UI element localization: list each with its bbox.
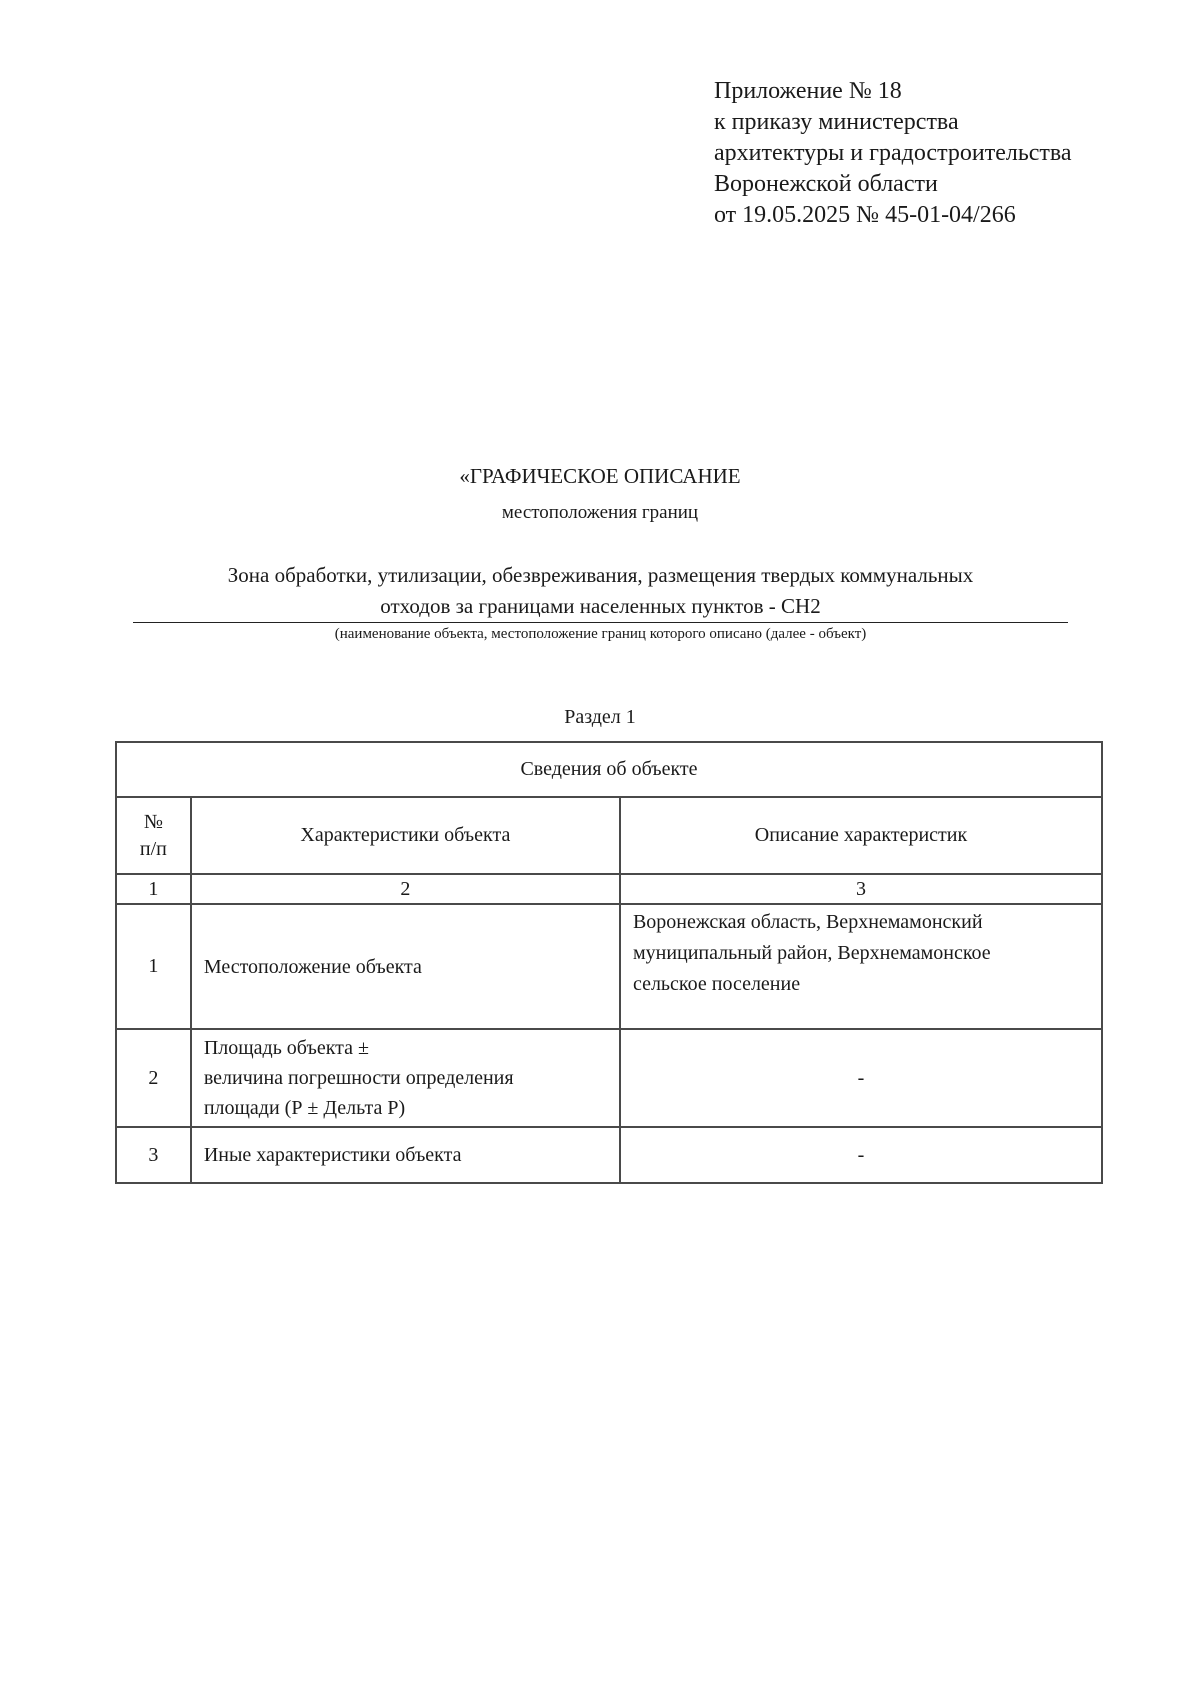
table-caption-row (116, 742, 1102, 797)
header-description: Описание характеристик (620, 797, 1102, 874)
row-description (620, 904, 1102, 1029)
row-description (620, 1127, 1102, 1183)
row-description-line: - (857, 1143, 865, 1166)
column-number: 1 (116, 874, 191, 904)
header-num-line: № (143, 810, 163, 833)
row-description-line: сельское поселение (632, 973, 801, 995)
object-info-table (115, 741, 1103, 1184)
row-characteristic (191, 1029, 620, 1127)
table-header-row (116, 797, 1102, 874)
table-row (116, 1127, 1102, 1183)
table-row (116, 1029, 1102, 1127)
document-subtitle: местоположения границ (501, 502, 699, 523)
appendix-line: от 19.05.2025 № 45-01-04/266 (714, 202, 1016, 228)
row-description (620, 1029, 1102, 1127)
document-title: «ГРАФИЧЕСКОЕ ОПИСАНИЕ (459, 464, 741, 488)
row-num: 3 (116, 1127, 191, 1183)
appendix-line: Приложение № 18 (714, 78, 902, 104)
row-characteristic-line: Иные характеристики объекта (203, 1144, 462, 1166)
row-num: 2 (116, 1029, 191, 1127)
header-num (116, 797, 191, 874)
object-name-line: Зона обработки, утилизации, обезвреживания, размещения твердых коммунальных (227, 563, 974, 587)
row-characteristic (191, 904, 620, 1029)
table-row (116, 904, 1102, 1029)
row-characteristic (191, 1127, 620, 1183)
column-number: 3 (620, 874, 1102, 904)
row-characteristic-line: Местоположение объекта (203, 955, 422, 978)
object-name (133, 560, 1068, 622)
row-characteristic-line: площади (Р ± Дельта Р) (203, 1097, 406, 1119)
column-number: 2 (191, 874, 620, 904)
appendix-line: архитектуры и градостроительства (714, 140, 1072, 166)
row-description-line: Воронежская область, Верхнемамонский (632, 911, 983, 933)
object-name-caption: (наименование объекта, местоположение границ которого описано (далее - объект) (334, 626, 867, 642)
row-characteristic-line: величина погрешности определения (203, 1067, 514, 1089)
column-number-row (116, 874, 1102, 904)
header-num-line: п/п (139, 837, 167, 860)
row-characteristic-line: Площадь объекта ± (203, 1037, 369, 1059)
appendix-line: Воронежской области (714, 171, 938, 197)
object-name-underline (133, 622, 1068, 623)
table-caption: Сведения об объекте (116, 742, 1102, 797)
section-label: Раздел 1 (564, 706, 636, 728)
row-description-line: муниципальный район, Верхнемамонское (632, 942, 991, 964)
row-num: 1 (116, 904, 191, 1029)
appendix-line: к приказу министерства (714, 109, 959, 135)
header-characteristics: Характеристики объекта (191, 797, 620, 874)
appendix-block (714, 76, 1184, 231)
object-name-line: отходов за границами населенных пунктов - СН2 (380, 594, 821, 618)
row-description-line: - (857, 1066, 865, 1089)
